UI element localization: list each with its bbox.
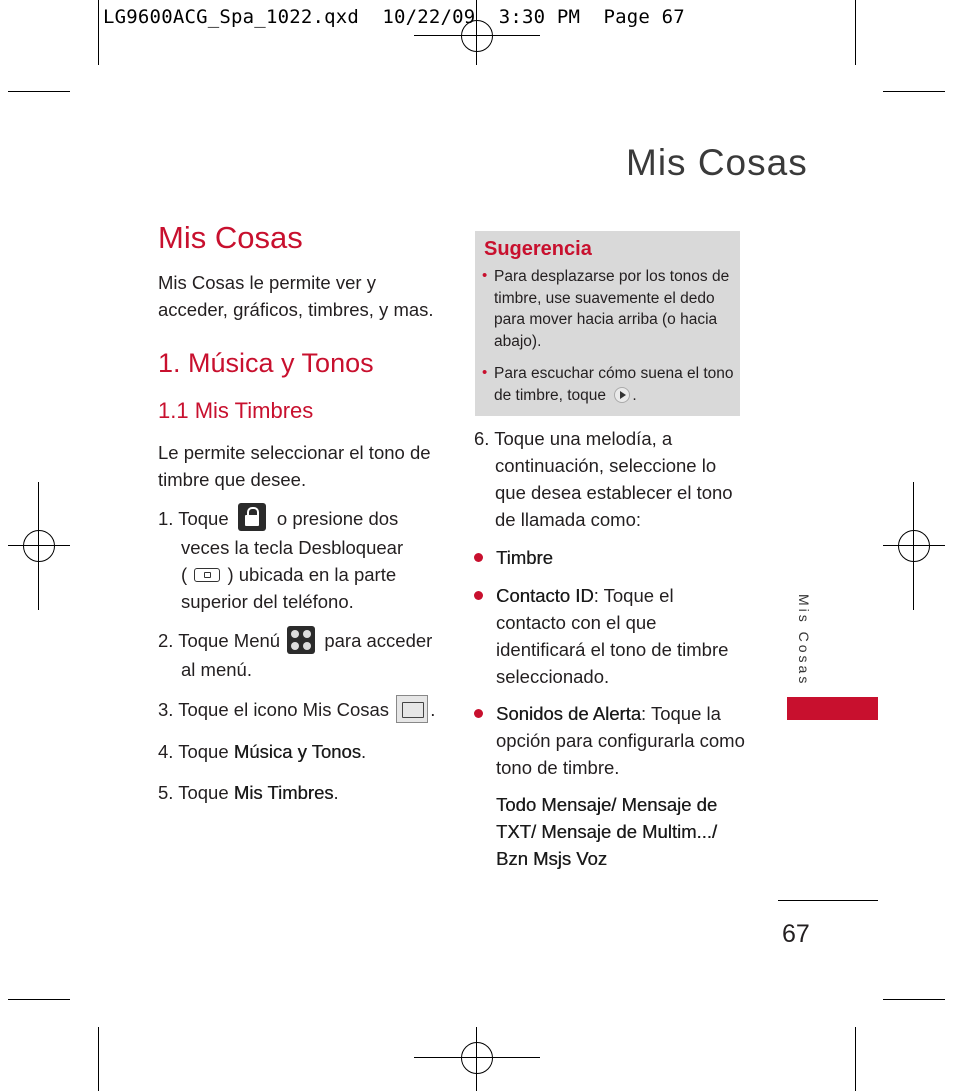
- running-head: Mis Cosas: [626, 142, 808, 183]
- side-tab-label: Mis Cosas: [796, 594, 812, 687]
- tip-box: [475, 231, 740, 416]
- option-contacto-id: Contacto ID: Toque el contacto con el que identificará el tono de timbre seleccionado.: [496, 585, 729, 687]
- step-3: 3. Toque el icono Mis Cosas .: [158, 696, 435, 725]
- tip-item-listen: Para escuchar cómo suena el tono de timbre, toque .: [494, 365, 734, 404]
- crop-mark: [883, 999, 945, 1000]
- registration-circle: [23, 530, 55, 562]
- registration-circle: [898, 530, 930, 562]
- menu-icon: [287, 626, 315, 654]
- option-sonidos-alerta: Sonidos de Alerta: Toque la opción para configurarla como tono de timbre.: [496, 703, 745, 778]
- tip-item-scroll: Para desplazarse por los tonos de timbre, use suavemente el dedo para mover hacia arriba (o hacia abajo).: [494, 268, 730, 350]
- section-title: 1. Música y Tonos: [158, 348, 374, 378]
- crop-mark: [98, 1027, 99, 1091]
- crop-mark: [855, 1027, 856, 1091]
- registration-circle: [461, 1042, 493, 1074]
- step-2: 2. Toque Menú para acceder al menú.: [158, 627, 432, 683]
- tip-title: Sugerencia: [484, 238, 592, 260]
- page-number-rule: [778, 900, 878, 901]
- unlock-key-icon: [194, 568, 220, 582]
- lock-icon: [238, 503, 266, 531]
- crop-mark: [98, 0, 99, 65]
- tip-bullet: •: [482, 364, 488, 381]
- crop-mark: [8, 999, 70, 1000]
- step-6: 6. Toque una melodía, a continuación, seleccione lo que desea establecer el tono de llamada como:: [474, 428, 733, 530]
- page-number: 67: [782, 920, 810, 948]
- step-1: 1. Toque o presione dos veces la tecla Desbloquear ( ) ubicada en la parte superior del teléfono.: [158, 505, 403, 615]
- crop-mark: [8, 91, 70, 92]
- step-4: 4. Toque Música y Tonos.: [158, 741, 367, 762]
- side-tab-marker: [787, 697, 878, 720]
- print-slug: LG9600ACG_Spa_1022.qxd 10/22/09 3:30 PM Page 67: [103, 6, 685, 28]
- crop-mark: [855, 0, 856, 65]
- play-icon: [614, 387, 630, 403]
- option-timbre: Timbre: [496, 547, 553, 568]
- step-5: 5. Toque Mis Timbres.: [158, 782, 339, 803]
- intro-text: Mis Cosas le permite ver y acceder, gráficos, timbres, y mas.: [158, 272, 434, 320]
- folder-icon: [396, 695, 428, 723]
- page-heading: Mis Cosas: [158, 220, 303, 255]
- bullet-dot: [474, 553, 483, 562]
- tip-bullet: •: [482, 267, 488, 284]
- bullet-dot: [474, 591, 483, 600]
- option-message-types: Todo Mensaje/ Mensaje de TXT/ Mensaje de Multim.../ Bzn Msjs Voz: [496, 794, 718, 869]
- bullet-dot: [474, 709, 483, 718]
- crop-mark: [883, 91, 945, 92]
- subsection-description: Le permite seleccionar el tono de timbre que desee.: [158, 442, 431, 490]
- subsection-title: 1.1 Mis Timbres: [158, 398, 314, 423]
